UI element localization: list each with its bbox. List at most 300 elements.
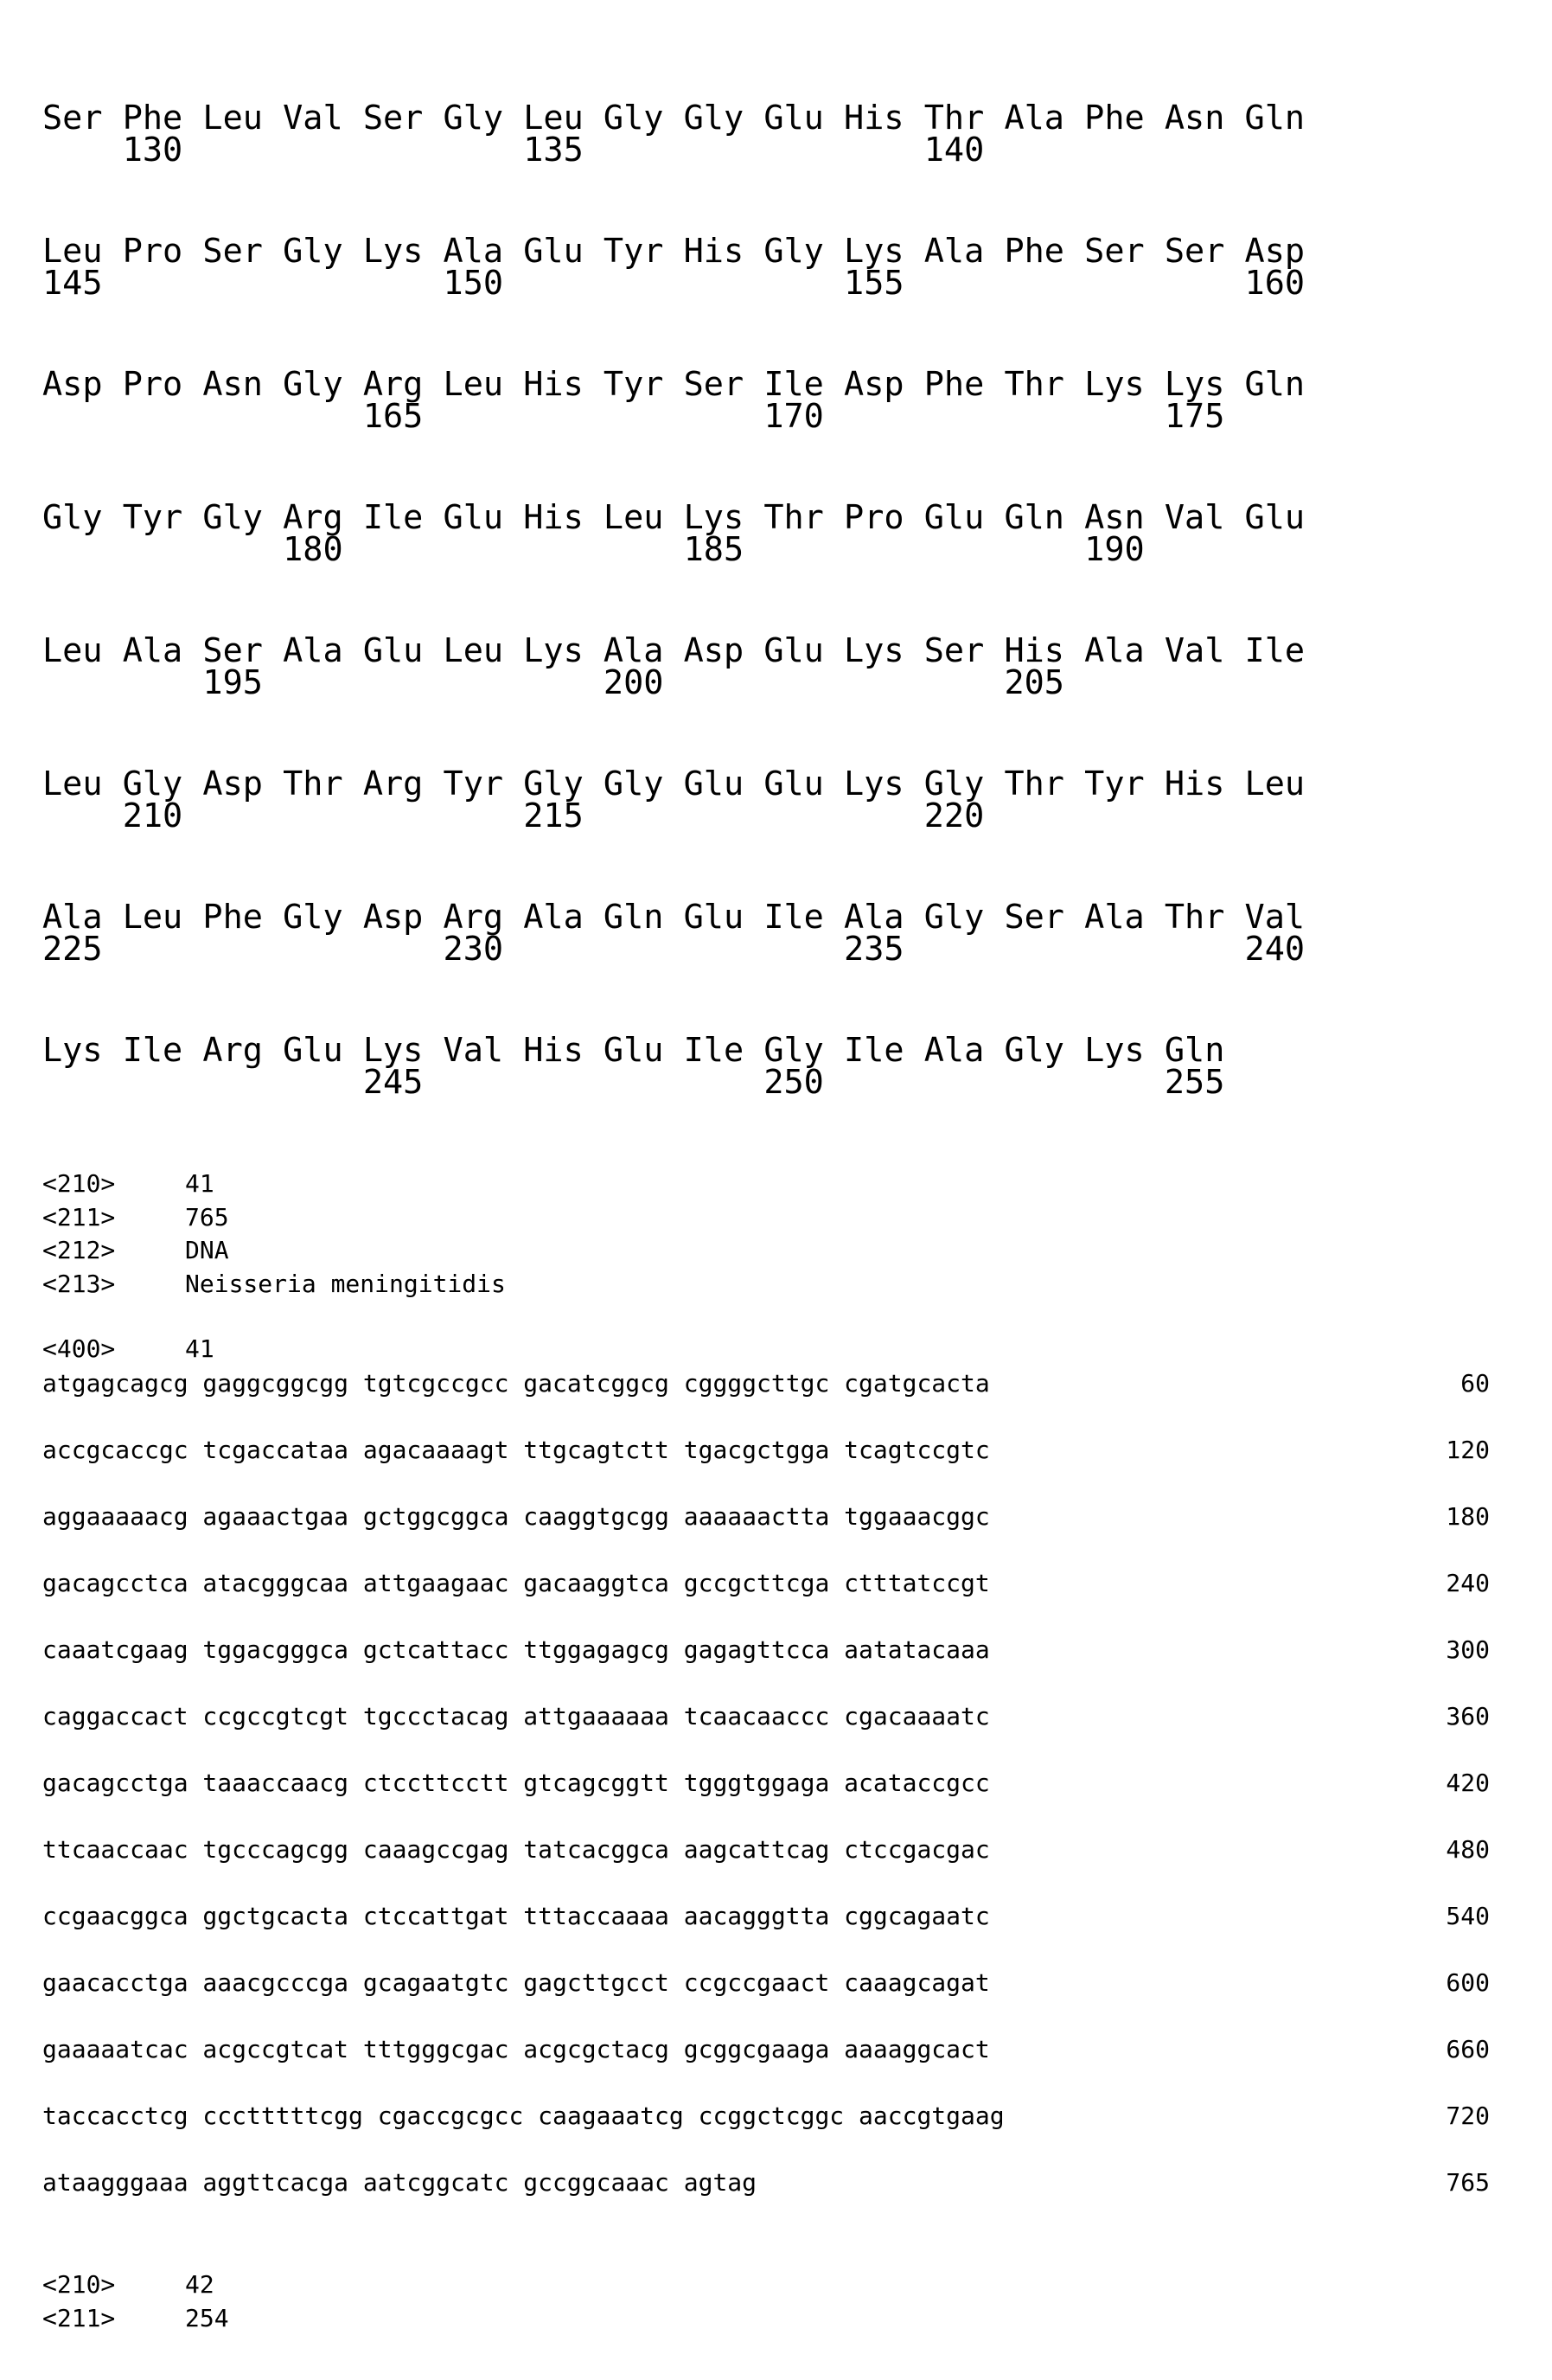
residue-number-row — [42, 932, 1325, 967]
spacer — [1084, 932, 1165, 967]
spacer — [844, 666, 924, 701]
residue: Gly — [444, 101, 524, 136]
dna-position: 60 — [1460, 1370, 1490, 1398]
dna-position: 765 — [1446, 2169, 1490, 2197]
dna-sequence: caggaccact ccgccgtcgt tgccctacag attgaaaaaa tcaacaaccc cgacaaaatc — [42, 1703, 990, 1731]
residue-number: 140 — [924, 133, 1005, 168]
residue: Ile — [1245, 634, 1325, 669]
residue: Tyr — [604, 368, 684, 402]
dna-position: 360 — [1446, 1703, 1490, 1731]
residue-number: 225 — [42, 932, 123, 967]
spacer — [604, 1065, 684, 1100]
residue-number: 175 — [1165, 400, 1245, 434]
dna-sequence: gacagcctga taaaccaacg ctccttcctt gtcagcggtt tgggtggaga acataccgcc — [42, 1769, 990, 1797]
residue: Asp — [202, 767, 283, 802]
spacer — [42, 799, 123, 834]
field-tag: <210> — [42, 1170, 115, 1198]
residue: Val — [1165, 501, 1245, 535]
residue-number: 145 — [42, 266, 123, 301]
residue: Ala — [924, 1033, 1005, 1068]
spacer — [202, 266, 283, 301]
spacer — [202, 400, 283, 434]
spacer — [123, 533, 203, 567]
dna-position: 240 — [1446, 1570, 1490, 1597]
residue: Ala — [604, 634, 684, 669]
residue: Gly — [1004, 1033, 1084, 1068]
spacer — [1245, 666, 1325, 701]
residue: Asn — [1165, 101, 1245, 136]
spacer — [202, 533, 283, 567]
dna-position: 300 — [1446, 1636, 1490, 1664]
dna-sequence: accgcaccgc tcgaccataa agacaaaagt ttgcagtctt tgacgctgga tcagtccgtc — [42, 1436, 990, 1464]
dna-position: 660 — [1446, 2036, 1490, 2063]
residue: Lys — [844, 767, 924, 802]
field-value: 42 — [185, 2271, 214, 2299]
spacer — [1004, 133, 1084, 168]
spacer — [604, 533, 684, 567]
residue: Gly — [523, 767, 604, 802]
residue: Ala — [283, 634, 363, 669]
dna-position: 540 — [1446, 1903, 1490, 1930]
spacer — [523, 533, 604, 567]
spacer — [763, 133, 844, 168]
spacer — [684, 133, 764, 168]
spacer — [924, 533, 1005, 567]
residue: Ser — [1004, 900, 1084, 935]
residue: His — [523, 501, 604, 535]
spacer — [444, 533, 524, 567]
residue: His — [523, 368, 604, 402]
spacer — [1004, 533, 1084, 567]
residue: Lys — [523, 634, 604, 669]
spacer — [763, 932, 844, 967]
residue: Gln — [1245, 101, 1325, 136]
spacer — [363, 133, 444, 168]
field-value: 41 — [185, 1170, 214, 1198]
spacer — [523, 932, 604, 967]
residue-number: 160 — [1245, 266, 1325, 301]
spacer — [523, 666, 604, 701]
spacer — [523, 266, 604, 301]
spacer — [1245, 133, 1325, 168]
spacer — [604, 266, 684, 301]
spacer — [844, 400, 924, 434]
residue: Ser — [202, 234, 283, 269]
residue: Gln — [1245, 368, 1325, 402]
residue: Gly — [604, 101, 684, 136]
residue: Gln — [1165, 1033, 1245, 1068]
residue: Ile — [763, 368, 844, 402]
dna-sequence: taccacctcg ccctttttcgg cgaccgcgcc caagaaatcg ccggctcggc aaccgtgaag — [42, 2102, 1005, 2130]
spacer — [1084, 1065, 1165, 1100]
residue: Asn — [1084, 501, 1165, 535]
residue: Lys — [844, 234, 924, 269]
spacer — [1004, 799, 1084, 834]
spacer — [1084, 799, 1165, 834]
residue: Gly — [924, 767, 1005, 802]
spacer — [202, 133, 283, 168]
spacer — [123, 666, 203, 701]
residue: Tyr — [604, 234, 684, 269]
residue: Pro — [123, 234, 203, 269]
field-tag: <211> — [42, 1204, 115, 1232]
dna-sequence: ttcaaccaac tgcccagcgg caaagccgag tatcacggca aagcattcag ctccgacgac — [42, 1836, 990, 1864]
spacer — [202, 799, 283, 834]
residue-number: 150 — [444, 266, 524, 301]
residue-number: 195 — [202, 666, 283, 701]
residue: Pro — [123, 368, 203, 402]
residue: Lys — [1084, 368, 1165, 402]
residue: Asp — [42, 368, 123, 402]
field-value: Neisseria meningitidis — [185, 1270, 506, 1298]
residue: Gly — [283, 368, 363, 402]
field-tag: <211> — [42, 2305, 115, 2332]
residue: Glu — [763, 634, 844, 669]
residue: Glu — [444, 501, 524, 535]
spacer — [123, 266, 203, 301]
dna-sequence: gaacacctga aaacgcccga gcagaatgtc gagcttgcct ccgccgaact caaagcagat — [42, 1969, 990, 1997]
residue: Asp — [363, 900, 444, 935]
residue: Ala — [523, 900, 604, 935]
residue: Ile — [123, 1033, 203, 1068]
residue-number-row — [42, 533, 1325, 567]
residue-number: 245 — [363, 1065, 444, 1100]
residue: Glu — [684, 900, 764, 935]
residue-number: 255 — [1165, 1065, 1245, 1100]
spacer — [844, 133, 924, 168]
residue: Leu — [444, 368, 524, 402]
residue: Arg — [283, 501, 363, 535]
spacer — [283, 799, 363, 834]
dna-sequence: caaatcgaag tggacgggca gctcattacc ttggagagcg gagagttcca aatatacaaa — [42, 1636, 990, 1664]
residue: Tyr — [1084, 767, 1165, 802]
spacer — [1245, 799, 1325, 834]
residue: Gly — [283, 900, 363, 935]
spacer — [1004, 1065, 1084, 1100]
residue: Asp — [684, 634, 764, 669]
residue: Leu — [42, 634, 123, 669]
residue-number: 205 — [1004, 666, 1084, 701]
spacer — [1084, 400, 1165, 434]
spacer — [42, 666, 123, 701]
residue: Ser — [1084, 234, 1165, 269]
dna-sequence: ccgaacggca ggctgcacta ctccattgat tttaccaaaa aacagggtta cggcagaatc — [42, 1903, 990, 1930]
residue: Phe — [924, 368, 1005, 402]
spacer — [1165, 133, 1245, 168]
residue: Ser — [42, 101, 123, 136]
residue-number: 190 — [1084, 533, 1165, 567]
residue: Leu — [523, 101, 604, 136]
spacer — [924, 400, 1005, 434]
residue-number-row — [42, 1065, 1245, 1100]
spacer — [684, 266, 764, 301]
spacer — [763, 799, 844, 834]
residue: Ser — [202, 634, 283, 669]
residue-row — [42, 900, 1325, 935]
field-tag: <210> — [42, 2271, 115, 2299]
residue-row — [42, 767, 1325, 802]
spacer — [1084, 666, 1165, 701]
residue: Leu — [1245, 767, 1325, 802]
spacer — [684, 1065, 764, 1100]
spacer — [1165, 266, 1245, 301]
spacer — [924, 932, 1005, 967]
dna-sequence: ataagggaaa aggttcacga aatcggcatc gccggcaaac agtag — [42, 2169, 757, 2197]
residue: Ala — [1084, 900, 1165, 935]
residue: Lys — [363, 1033, 444, 1068]
spacer — [202, 932, 283, 967]
residue: Thr — [924, 101, 1005, 136]
spacer — [924, 1065, 1005, 1100]
residue: Leu — [202, 101, 283, 136]
residue-row — [42, 1033, 1245, 1068]
residue: Gly — [123, 767, 203, 802]
spacer — [684, 400, 764, 434]
spacer — [1004, 400, 1084, 434]
spacer — [1165, 932, 1245, 967]
spacer — [763, 266, 844, 301]
residue: Gly — [924, 900, 1005, 935]
residue: Glu — [604, 1033, 684, 1068]
spacer — [763, 666, 844, 701]
spacer — [283, 1065, 363, 1100]
residue: Gly — [763, 234, 844, 269]
residue: His — [1165, 767, 1245, 802]
spacer — [42, 400, 123, 434]
residue-number-row — [42, 266, 1325, 301]
residue: Lys — [42, 1033, 123, 1068]
dna-sequence: aggaaaaacg agaaactgaa gctggcggca caaggtgcgg aaaaaactta tggaaacggc — [42, 1503, 990, 1531]
spacer — [42, 133, 123, 168]
residue: Glu — [523, 234, 604, 269]
spacer — [523, 400, 604, 434]
residue-number-row — [42, 799, 1325, 834]
residue-row — [42, 101, 1325, 136]
spacer — [283, 133, 363, 168]
spacer — [604, 400, 684, 434]
residue: Gly — [283, 234, 363, 269]
residue: Gly — [42, 501, 123, 535]
spacer — [844, 1065, 924, 1100]
residue: Glu — [763, 101, 844, 136]
spacer — [283, 400, 363, 434]
residue: Lys — [1165, 368, 1245, 402]
spacer — [604, 799, 684, 834]
residue: Asn — [202, 368, 283, 402]
field-tag: <400> — [42, 1335, 115, 1363]
residue: Phe — [123, 101, 203, 136]
spacer — [924, 666, 1005, 701]
spacer — [844, 799, 924, 834]
residue: Val — [1245, 900, 1325, 935]
residue: Ala — [844, 900, 924, 935]
dna-position: 420 — [1446, 1769, 1490, 1797]
residue: Ala — [42, 900, 123, 935]
spacer — [1165, 533, 1245, 567]
residue: Val — [283, 101, 363, 136]
dna-sequence: atgagcagcg gaggcggcgg tgtcgccgcc gacatcggcg cggggcttgc cgatgcacta — [42, 1370, 990, 1398]
residue-number: 235 — [844, 932, 924, 967]
spacer — [202, 1065, 283, 1100]
spacer — [444, 666, 524, 701]
spacer — [42, 1065, 123, 1100]
residue: Pro — [844, 501, 924, 535]
residue-number-row — [42, 400, 1325, 434]
spacer — [1245, 533, 1325, 567]
residue: His — [684, 234, 764, 269]
spacer — [604, 133, 684, 168]
residue: Tyr — [444, 767, 524, 802]
residue-number: 215 — [523, 799, 604, 834]
spacer — [1004, 266, 1084, 301]
residue: Lys — [684, 501, 764, 535]
spacer — [684, 799, 764, 834]
residue: Arg — [444, 900, 524, 935]
residue: Ile — [763, 900, 844, 935]
spacer — [363, 932, 444, 967]
residue: Ala — [444, 234, 524, 269]
spacer — [363, 666, 444, 701]
spacer — [363, 533, 444, 567]
residue: Ala — [1084, 634, 1165, 669]
field-value: DNA — [185, 1237, 229, 1264]
residue: Phe — [202, 900, 283, 935]
residue-number: 130 — [123, 133, 203, 168]
residue: Lys — [1084, 1033, 1165, 1068]
residue: Ser — [684, 368, 764, 402]
dna-position: 120 — [1446, 1436, 1490, 1464]
dna-position: 180 — [1446, 1503, 1490, 1531]
residue: Ser — [924, 634, 1005, 669]
residue: Leu — [604, 501, 684, 535]
spacer — [444, 400, 524, 434]
spacer — [1084, 133, 1165, 168]
residue-number: 220 — [924, 799, 1005, 834]
residue: Leu — [42, 234, 123, 269]
spacer — [283, 266, 363, 301]
spacer — [363, 799, 444, 834]
field-value: 254 — [185, 2305, 229, 2332]
dna-sequence: gaaaaatcac acgccgtcat tttgggcgac acgcgctacg gcggcgaaga aaaaggcact — [42, 2036, 990, 2063]
spacer — [763, 533, 844, 567]
residue: His — [1004, 634, 1084, 669]
residue: Arg — [363, 368, 444, 402]
spacer — [924, 266, 1005, 301]
spacer — [684, 932, 764, 967]
residue: Arg — [363, 767, 444, 802]
field-value: 765 — [185, 1204, 229, 1232]
dna-position: 720 — [1446, 2102, 1490, 2130]
residue-number: 155 — [844, 266, 924, 301]
residue: Val — [444, 1033, 524, 1068]
residue: Gly — [684, 101, 764, 136]
spacer — [684, 666, 764, 701]
field-tag: <212> — [42, 1237, 115, 1264]
field-value: 41 — [185, 1335, 214, 1363]
residue-number: 250 — [763, 1065, 844, 1100]
residue: Gln — [604, 900, 684, 935]
residue: Gly — [202, 501, 283, 535]
residue: Thr — [1004, 767, 1084, 802]
spacer — [123, 400, 203, 434]
residue: Ile — [844, 1033, 924, 1068]
residue: Asp — [1245, 234, 1325, 269]
residue: Gly — [604, 767, 684, 802]
residue: Gln — [1004, 501, 1084, 535]
residue-number: 210 — [123, 799, 203, 834]
residue-number: 165 — [363, 400, 444, 434]
residue: Phe — [1004, 234, 1084, 269]
residue: Ile — [363, 501, 444, 535]
residue: Glu — [684, 767, 764, 802]
dna-position: 600 — [1446, 1969, 1490, 1997]
residue: Gly — [763, 1033, 844, 1068]
residue-number-row — [42, 133, 1325, 168]
spacer — [363, 266, 444, 301]
residue: Leu — [42, 767, 123, 802]
residue: Phe — [1084, 101, 1165, 136]
residue: Thr — [763, 501, 844, 535]
residue: Glu — [763, 767, 844, 802]
residue-number-row — [42, 666, 1325, 701]
residue: Thr — [1165, 900, 1245, 935]
spacer — [123, 932, 203, 967]
spacer — [1165, 799, 1245, 834]
residue-number: 135 — [523, 133, 604, 168]
residue: Glu — [924, 501, 1005, 535]
residue: Leu — [444, 634, 524, 669]
residue: Thr — [1004, 368, 1084, 402]
residue: Arg — [202, 1033, 283, 1068]
residue: Glu — [363, 634, 444, 669]
residue: Lys — [363, 234, 444, 269]
residue-number: 180 — [283, 533, 363, 567]
residue: Glu — [283, 1033, 363, 1068]
residue: Ala — [123, 634, 203, 669]
spacer — [283, 932, 363, 967]
residue: Glu — [1245, 501, 1325, 535]
residue: Lys — [844, 634, 924, 669]
residue: Ala — [1004, 101, 1084, 136]
residue-number: 185 — [684, 533, 764, 567]
spacer — [523, 1065, 604, 1100]
spacer — [1165, 666, 1245, 701]
residue: Ser — [363, 101, 444, 136]
residue-number: 200 — [604, 666, 684, 701]
spacer — [1004, 932, 1084, 967]
field-tag: <213> — [42, 1270, 115, 1298]
spacer — [1084, 266, 1165, 301]
spacer — [604, 932, 684, 967]
dna-sequence: gacagcctca atacgggcaa attgaagaac gacaaggtca gccgcttcga ctttatccgt — [42, 1570, 990, 1597]
residue: His — [844, 101, 924, 136]
residue: His — [523, 1033, 604, 1068]
spacer — [444, 133, 524, 168]
residue: Tyr — [123, 501, 203, 535]
spacer — [42, 533, 123, 567]
spacer — [283, 666, 363, 701]
spacer — [123, 1065, 203, 1100]
dna-position: 480 — [1446, 1836, 1490, 1864]
residue: Asp — [844, 368, 924, 402]
residue-number: 240 — [1245, 932, 1325, 967]
residue-row — [42, 234, 1325, 269]
residue: Leu — [123, 900, 203, 935]
residue: Ala — [924, 234, 1005, 269]
residue: Ile — [684, 1033, 764, 1068]
residue: Val — [1165, 634, 1245, 669]
residue: Thr — [283, 767, 363, 802]
